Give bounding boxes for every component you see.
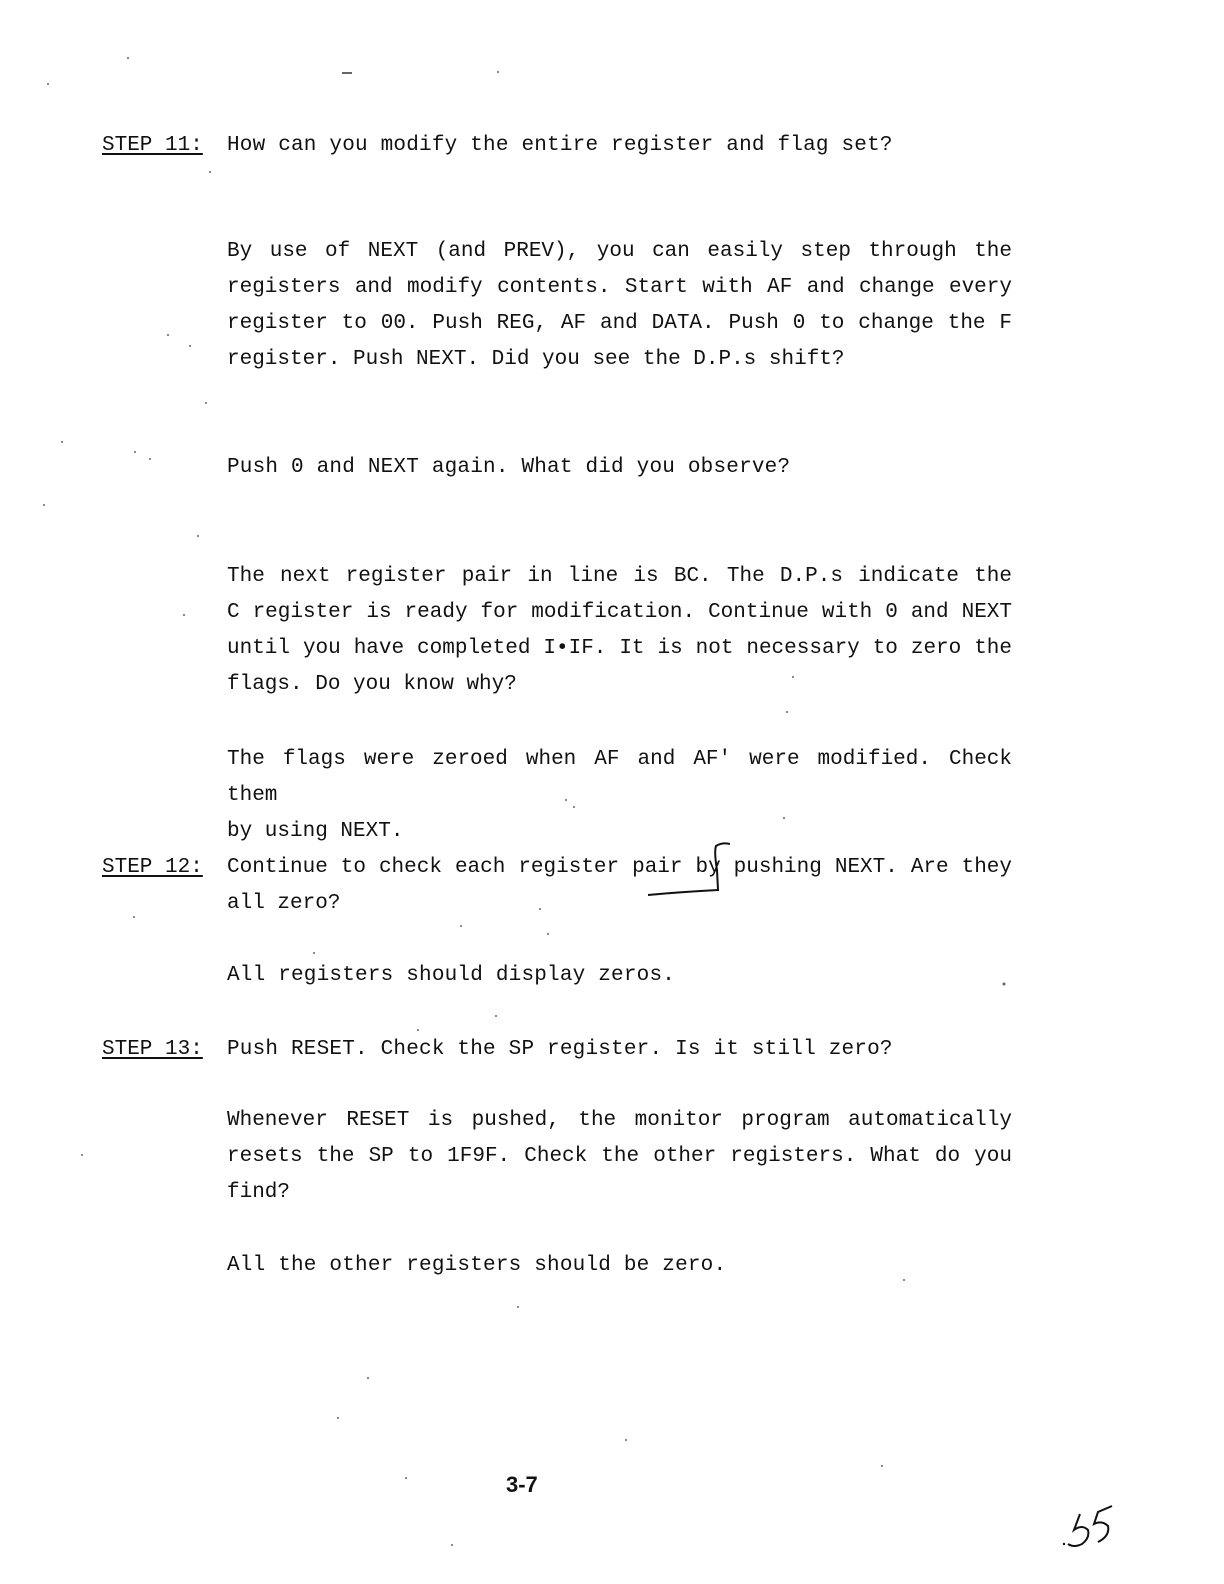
paragraph-line: resets the SP to 1F9F. Check the other registers. What do you — [227, 1145, 1012, 1168]
step-12-label: STEP 12: — [102, 856, 203, 879]
step-12-question — [227, 850, 1012, 922]
paragraph-line: By use of NEXT (and PREV), you can easily step through the — [227, 240, 1012, 263]
paragraph-line: register. Push NEXT. Did you see the D.P.s shift? — [227, 348, 845, 371]
paragraph-line: register to 00. Push REG, AF and DATA. Push 0 to change the F — [227, 312, 1012, 335]
paragraph-line: flags. Do you know why? — [227, 673, 517, 696]
paragraph-line: Continue to check each register pair by pushing NEXT. Are they — [227, 856, 1012, 879]
step-11-paragraph-2 — [227, 559, 1012, 703]
handwritten-edit-mark — [640, 840, 730, 900]
step-13-answer — [227, 1103, 1012, 1211]
page-number: 3-7 — [506, 1472, 538, 1497]
step-13-label: STEP 13: — [102, 1038, 203, 1061]
paragraph-line: until you have completed I•IF. It is not necessary to zero the — [227, 637, 1012, 660]
handwritten-page-number — [1060, 1500, 1120, 1550]
step-11-question: How can you modify the entire register and flag set? — [227, 134, 893, 157]
step-13-final: All the other registers should be zero. — [227, 1254, 727, 1277]
step-11-paragraph-1 — [227, 234, 1012, 378]
step-11-label: STEP 11: — [102, 134, 203, 157]
step-11-prompt: Push 0 and NEXT again. What did you observe? — [227, 456, 791, 479]
paragraph-line: by using NEXT. — [227, 820, 404, 843]
paragraph-line: all zero? — [227, 892, 341, 915]
paragraph-line: find? — [227, 1181, 291, 1204]
paragraph-line: The flags were zeroed when AF and AF' were modified. Check them — [227, 748, 1012, 807]
step-12-answer: All registers should display zeros. — [227, 964, 676, 987]
paragraph-line: C register is ready for modification. Continue with 0 and NEXT — [227, 601, 1012, 624]
paragraph-line: The next register pair in line is BC. The D.P.s indicate the — [227, 565, 1012, 588]
paragraph-line: Whenever RESET is pushed, the monitor program automatically — [227, 1109, 1012, 1132]
paragraph-line: registers and modify contents. Start with AF and change every — [227, 276, 1012, 299]
step-11-paragraph-3 — [227, 742, 1012, 850]
step-13-question: Push RESET. Check the SP register. Is it still zero? — [227, 1038, 893, 1061]
